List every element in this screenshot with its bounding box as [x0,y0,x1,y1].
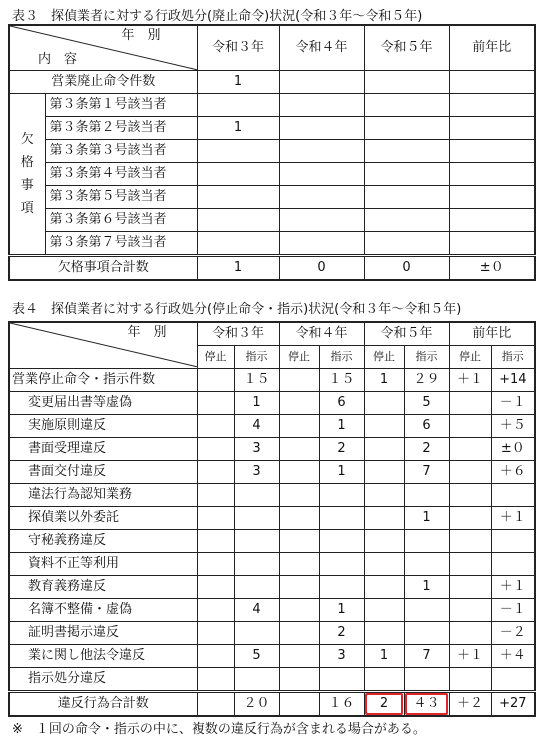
row-label: 実施原則違反 [9,415,197,438]
cell [364,553,404,576]
cell [197,692,234,717]
cell [449,484,491,507]
cell [279,209,364,232]
cell: ＋１ [491,576,535,599]
cell [197,392,234,415]
table-row [9,438,535,461]
cell [449,94,535,117]
cell [279,232,364,256]
cell [197,415,234,438]
cell [449,461,491,484]
cell: ２９ [404,369,449,392]
row-label: 変更届出書等虚偽 [9,392,197,415]
cell [197,553,234,576]
cell: ２０ [234,692,279,717]
cell [234,622,279,645]
cell [449,392,491,415]
row-label: 指示処分違反 [9,668,197,692]
cell [279,140,364,163]
cell: 3 [319,645,364,668]
cell: 4 [234,415,279,438]
row-label: 第３条第１号該当者 [45,94,197,117]
table3-title: 表３ 探偵業者に対する行政処分(廃止命令)状況(令和３年～令和５年) [12,9,423,24]
row-label: 証明書掲示違反 [9,622,197,645]
row-label: 第３条第４号該当者 [45,163,197,186]
cell [197,232,279,256]
cell: 1 [319,599,364,622]
cell [449,186,535,209]
cell: 5 [404,392,449,415]
col-header: 令和３年 [197,25,279,71]
cell: 5 [234,645,279,668]
cell [197,209,279,232]
cell [364,530,404,553]
row-label: 教育義務違反 [9,576,197,599]
cell [404,553,449,576]
cell [491,484,535,507]
cell [279,553,319,576]
cell: 1 [197,256,279,281]
cell [449,622,491,645]
cell: 4 [234,599,279,622]
cell [197,576,234,599]
cell: 6 [319,392,364,415]
cell: ＋１ [449,369,491,392]
cell [449,415,491,438]
cell [197,530,234,553]
cell: １５ [234,369,279,392]
table3-corner-header [9,25,197,71]
col-header: 令和４年 [279,25,364,71]
cell [449,117,535,140]
cell: 1 [319,415,364,438]
cell [234,530,279,553]
row-label: 第３条第２号該当者 [45,117,197,140]
table-row [9,645,535,668]
cell [364,209,449,232]
year-header: 令和５年 [364,322,449,346]
cell [449,599,491,622]
cell: 1 [404,507,449,530]
sub-header: 停止 [449,346,491,369]
group-label-kekkaku [9,94,45,256]
cell [319,576,364,599]
cell [319,530,364,553]
row-label: 違法行為認知業務 [9,484,197,507]
cell [279,507,319,530]
cell [197,507,234,530]
table-row [9,392,535,415]
cell [449,553,491,576]
row-label: 書面交付違反 [9,461,197,484]
cell [404,484,449,507]
row-label: 業に関し他法令違反 [9,645,197,668]
cell [404,530,449,553]
cell [279,369,319,392]
table-row [9,507,535,530]
cell [449,71,535,94]
cell: 3 [234,461,279,484]
row-label: 営業廃止命令件数 [9,71,197,94]
cell [197,163,279,186]
cell: １５ [319,369,364,392]
cell: +27 [491,692,535,717]
cell [364,94,449,117]
cell [449,163,535,186]
cell: ±０ [449,256,535,281]
cell [449,232,535,256]
cell [197,186,279,209]
cell: 1 [197,71,279,94]
cell: 2 [404,438,449,461]
cell [364,507,404,530]
cell [364,438,404,461]
cell [449,140,535,163]
table-row [9,530,535,553]
cell [234,484,279,507]
cell [364,484,404,507]
row-label: 資料不正等利用 [9,553,197,576]
cell: 1 [404,576,449,599]
table-row [9,622,535,645]
cell: －２ [491,622,535,645]
group-char: 項 [20,201,34,216]
cell [364,415,404,438]
cell [197,461,234,484]
cell: ＋１ [491,507,535,530]
cell [364,163,449,186]
cell [279,438,319,461]
sub-header: 指示 [319,346,364,369]
cell: 7 [404,645,449,668]
row-label: 第３条第３号該当者 [45,140,197,163]
group-char: 事 [20,178,34,193]
sub-header: 停止 [279,346,319,369]
sub-header: 停止 [364,346,404,369]
table-row [9,553,535,576]
cell [279,71,364,94]
diagonal-line [10,323,197,367]
cell [197,599,234,622]
row-label: 営業停止命令・指示件数 [9,369,197,392]
cell [279,94,364,117]
cell [279,599,319,622]
cell: 1 [197,117,279,140]
cell: ＋２ [449,692,491,717]
cell [364,140,449,163]
cell [234,668,279,692]
header-nen: 年 別 [121,28,161,43]
table-row [9,599,535,622]
cell [234,576,279,599]
row-label: 書面受理違反 [9,438,197,461]
table4-title: 表４ 探偵業者に対する行政処分(停止命令・指示)状況(令和３年～令和５年) [12,302,462,317]
cell [364,232,449,256]
cell [364,117,449,140]
cell: 7 [404,461,449,484]
row-label: 守秘義務違反 [9,530,197,553]
cell [319,553,364,576]
cell: ＋５ [491,415,535,438]
col-header: 前年比 [449,25,535,71]
cell [197,369,234,392]
row-label: 第３条第６号該当者 [45,209,197,232]
cell: 1 [234,392,279,415]
cell: 2 [319,622,364,645]
table4-corner-header [9,322,197,369]
cell [449,438,491,461]
cell: ±０ [491,438,535,461]
cell: １６ [319,692,364,717]
cell [279,163,364,186]
table4 [8,321,536,717]
row-label: 名簿不整備・虚偽 [9,599,197,622]
cell [319,507,364,530]
cell: 1 [319,461,364,484]
cell [491,530,535,553]
cell [319,668,364,692]
year-header: 令和３年 [197,322,279,346]
cell [197,140,279,163]
cell [319,484,364,507]
row-label: 欠格事項合計数 [9,256,197,281]
group-char: 欠 [20,132,34,147]
cell [449,576,491,599]
table-row [9,668,535,692]
cell: 1 [364,645,404,668]
cell [197,94,279,117]
cell [279,530,319,553]
cell [364,576,404,599]
cell: 0 [279,256,364,281]
cell [404,668,449,692]
sub-header: 指示 [234,346,279,369]
cell [279,692,319,717]
cell [197,438,234,461]
cell [364,186,449,209]
cell [364,461,404,484]
cell [449,507,491,530]
cell [279,668,319,692]
year-header: 前年比 [449,322,535,346]
cell [449,668,491,692]
table-row [9,461,535,484]
row-label: 第３条第７号該当者 [45,232,197,256]
cell [279,117,364,140]
table-row [9,415,535,438]
cell [279,645,319,668]
highlighted-cell: 2 [364,692,404,717]
cell [491,553,535,576]
cell [364,599,404,622]
cell [279,622,319,645]
cell [197,622,234,645]
cell: 6 [404,415,449,438]
cell [197,645,234,668]
cell [279,415,319,438]
cell: 1 [364,369,404,392]
footnote: ※ １回の命令・指示の中に、複数の違反行為が含まれる場合がある。 [12,722,426,737]
highlighted-cell: ４３ [404,692,449,717]
cell [279,461,319,484]
cell [234,553,279,576]
cell [364,392,404,415]
cell: +14 [491,369,535,392]
cell [404,622,449,645]
sub-header: 停止 [197,346,234,369]
cell [449,209,535,232]
cell: 2 [319,438,364,461]
row-label: 違反行為合計数 [9,692,197,717]
table3 [8,24,536,281]
header-naiyou: 内 容 [38,52,78,67]
cell: ＋６ [491,461,535,484]
cell [404,599,449,622]
cell [197,668,234,692]
table-row [9,484,535,507]
cell: －１ [491,599,535,622]
cell: 0 [364,256,449,281]
cell [364,622,404,645]
table-row [9,576,535,599]
sub-header: 指示 [491,346,535,369]
cell [364,71,449,94]
cell: 3 [234,438,279,461]
cell [279,392,319,415]
cell [279,484,319,507]
year-header: 令和４年 [279,322,364,346]
cell [279,576,319,599]
cell [364,668,404,692]
cell: ＋４ [491,645,535,668]
cell: －１ [491,392,535,415]
cell [491,668,535,692]
col-header: 令和５年 [364,25,449,71]
cell [449,530,491,553]
cell [197,484,234,507]
cell: ＋１ [449,645,491,668]
cell [234,507,279,530]
group-char: 格 [20,155,34,170]
row-label: 第３条第５号該当者 [45,186,197,209]
sub-header: 指示 [404,346,449,369]
cell [279,186,364,209]
row-label: 探偵業以外委託 [9,507,197,530]
header-nen: 年 別 [127,325,167,340]
